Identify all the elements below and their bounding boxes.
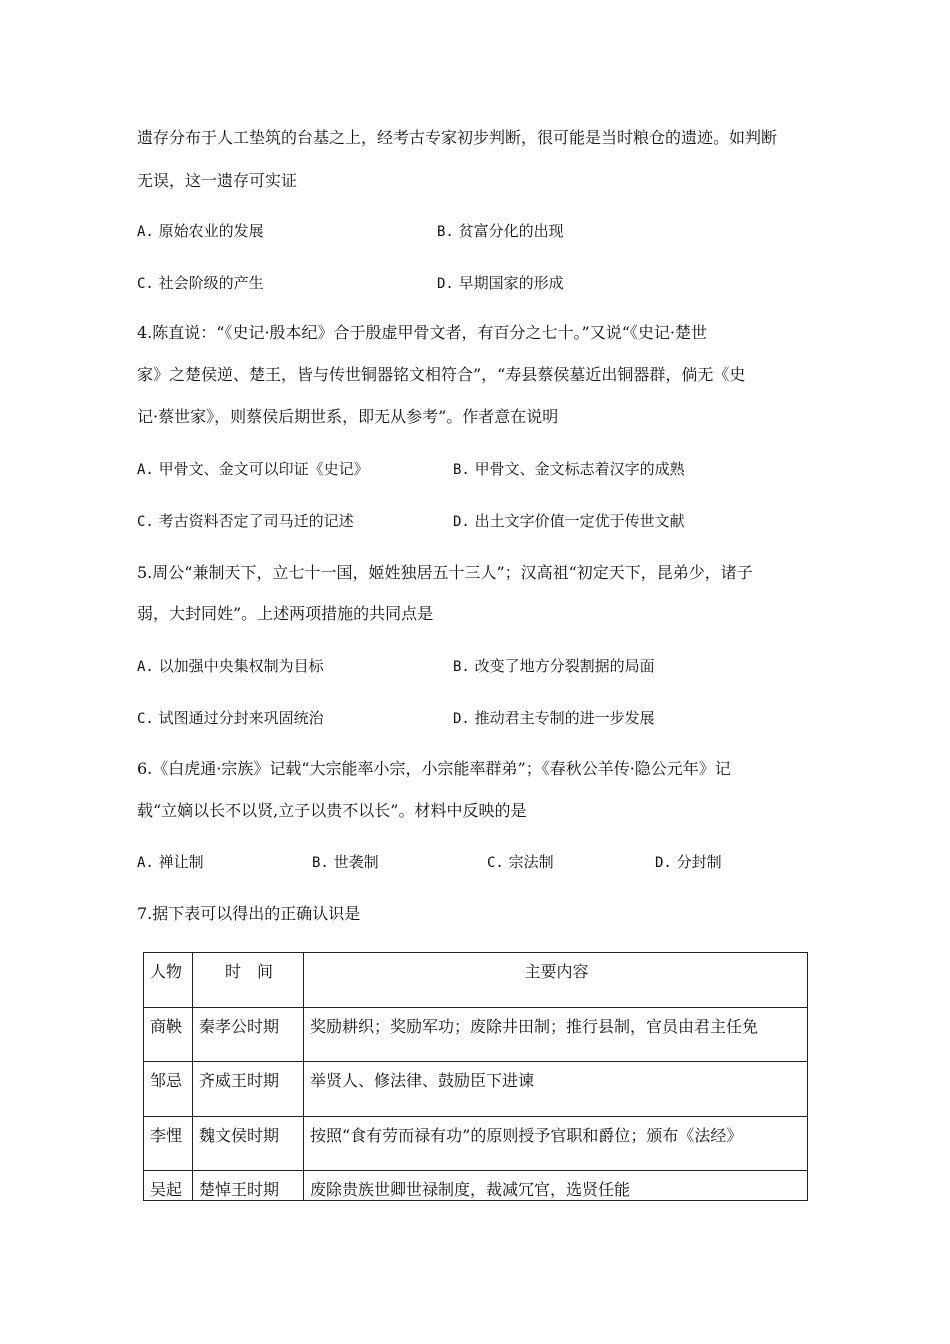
q3-stem-line-2: 无误，这一遗存可实证 [137,171,298,190]
option-text: 原始农业的发展 [158,222,264,240]
option-text: 早期国家的形成 [458,274,564,292]
q6-option-b[interactable] [312,851,379,874]
q3-option-d[interactable] [437,272,564,295]
option-key: D. [655,855,672,871]
option-text: 甲骨文、金文可以印证《史记》 [158,460,369,478]
q6-stem-line-2: 载“立嫡以长不以贤,立子以贵不以长”。材料中反映的是 [137,801,527,820]
option-key: B. [437,224,454,240]
q6-option-d[interactable] [655,851,722,874]
cell-content: 举贤人、修法律、鼓励臣下进谏 [304,1062,808,1117]
option-key: C. [137,276,154,292]
table-row [144,1008,808,1062]
cell-time: 齐威王时期 [193,1062,304,1117]
table-header-row [144,953,808,1008]
option-text: 考古资料否定了司马迁的记述 [158,512,354,530]
cell-person: 吴起 [144,1171,193,1201]
q6-stem-line-1: 6.《白虎通·宗族》记载“大宗能率小宗，小宗能率群弟”；《春秋公羊传·隐公元年》记 [137,759,731,778]
option-text: 禅让制 [158,853,204,871]
q4-stem-line-1: 4.陈直说：“《史记·殷本纪》合于殷虚甲骨文者，有百分之七十。”又说“《史记·楚世 [137,323,707,342]
q4-option-c[interactable] [137,510,354,533]
option-key: B. [453,462,470,478]
cell-person: 李悝 [144,1117,193,1171]
option-text: 推动君主专制的进一步发展 [474,709,655,727]
reform-table [143,952,808,1201]
cell-time: 秦孝公时期 [193,1008,304,1062]
option-key: C. [487,855,504,871]
cell-person: 商鞅 [144,1008,193,1062]
q4-option-a[interactable] [137,458,369,481]
option-text: 世袭制 [333,853,379,871]
option-key: B. [312,855,329,871]
header-content: 主要内容 [304,953,808,1008]
option-text: 分封制 [676,853,722,871]
option-text: 甲骨文、金文标志着汉字的成熟 [474,460,685,478]
q7-stem-line-1: 7.据下表可以得出的正确认识是 [137,904,361,923]
cell-time: 楚悼王时期 [193,1171,304,1201]
option-key: C. [137,711,154,727]
q5-option-a[interactable] [137,655,324,678]
option-text: 以加强中央集权制为目标 [158,657,324,675]
q5-stem-line-2: 弱，大封同姓”。上述两项措施的共同点是 [137,604,434,623]
cell-content: 按照“食有劳而禄有功”的原则授予官职和爵位；颁布《法经》 [304,1117,808,1171]
q4-stem-line-3: 记·蔡世家》，则蔡侯后期世系，即无从参考”。作者意在说明 [137,407,559,426]
q5-option-d[interactable] [453,707,655,730]
option-key: D. [453,711,470,727]
option-key: A. [137,659,154,675]
q3-option-c[interactable] [137,272,264,295]
option-key: C. [137,514,154,530]
cell-time: 魏文侯时期 [193,1117,304,1171]
q5-option-c[interactable] [137,707,324,730]
option-key: A. [137,462,154,478]
option-key: A. [137,855,154,871]
q3-option-b[interactable] [437,220,564,243]
option-text: 试图通过分封来巩固统治 [158,709,324,727]
header-person: 人物 [144,953,193,1008]
q3-stem-line-1: 遗存分布于人工垫筑的台基之上，经考古专家初步判断，很可能是当时粮仓的遗迹。如判断 [137,128,778,147]
option-text: 社会阶级的产生 [158,274,264,292]
option-text: 贫富分化的出现 [458,222,564,240]
cell-content: 奖励耕织；奖励军功；废除井田制；推行县制，官员由君主任免 [304,1008,808,1062]
option-text: 改变了地方分裂割据的局面 [474,657,655,675]
header-time: 时 间 [193,953,304,1008]
table-row [144,1117,808,1171]
q6-option-c[interactable] [487,851,554,874]
q4-option-b[interactable] [453,458,685,481]
option-key: A. [137,224,154,240]
option-text: 宗法制 [508,853,554,871]
table-row [144,1171,808,1201]
table-row [144,1062,808,1117]
q4-option-d[interactable] [453,510,685,533]
q4-stem-line-2: 家》之楚侯逆、楚王，皆与传世铜器铭文相符合”，“寿县蔡侯墓近出铜器群，倘无《史 [137,365,746,384]
option-key: B. [453,659,470,675]
cell-person: 邹忌 [144,1062,193,1117]
cell-content: 废除贵族世卿世禄制度，裁减冗官，选贤任能 [304,1171,808,1201]
q5-option-b[interactable] [453,655,655,678]
option-key: D. [437,276,454,292]
q6-option-a[interactable] [137,851,204,874]
q3-option-a[interactable] [137,220,264,243]
option-text: 出土文字价值一定优于传世文献 [474,512,685,530]
option-key: D. [453,514,470,530]
q5-stem-line-1: 5.周公“兼制天下，立七十一国，姬姓独居五十三人”；汉高祖“初定天下，昆弟少，诸子 [137,563,753,582]
